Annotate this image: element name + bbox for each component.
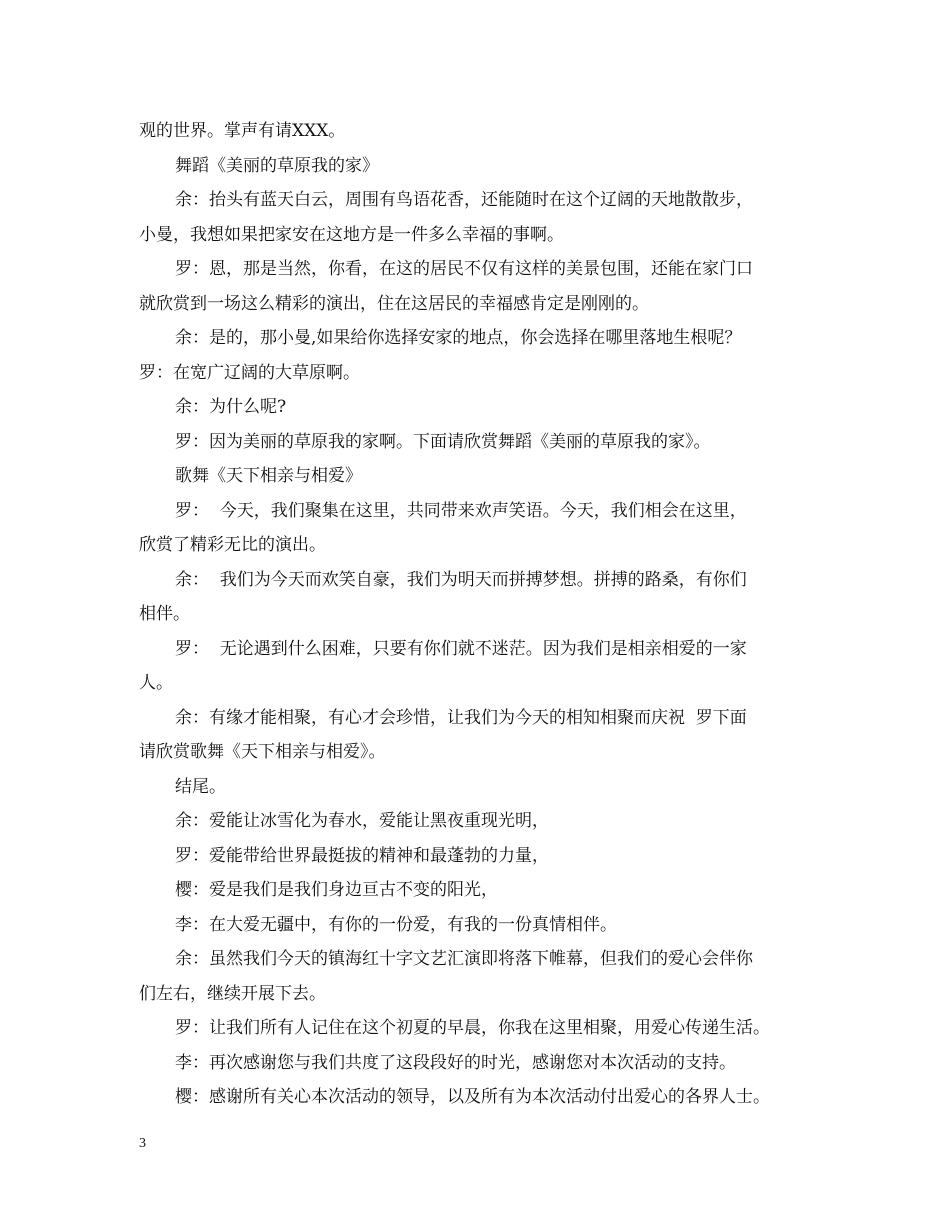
paragraph: 余：是的，那小曼,如果给你选择安家的地点，你会选择在哪里落地生根呢？ bbox=[175, 328, 742, 348]
paragraph: 余：虽然我们今天的镇海红十字文艺汇演即将落下帷幕，但我们的爱心会伴你 们左右，继续开展下去。 bbox=[139, 949, 753, 1004]
paragraph: 罗：因为美丽的草原我的家啊。下面请欣赏舞蹈《美丽的草原我的家》。 bbox=[175, 431, 711, 452]
paragraph: 李：在大爱无疆中，有你的一份爱，有我的一份真情相伴。 bbox=[175, 914, 617, 935]
paragraph: 罗：爱能带给世界最挺拔的精神和最蓬勃的力量， bbox=[175, 845, 549, 866]
paragraph: 舞蹈《美丽的草原我的家》 bbox=[175, 155, 379, 176]
paragraph: 余：爱能让冰雪化为春水，爱能让黑夜重现光明， bbox=[175, 811, 549, 831]
paragraph: 余：有缘才能相聚，有心才会珍惜，让我们为今天的相知相聚而庆祝 罗下面 请欣赏歌舞《天下相亲与相爱》。 bbox=[139, 707, 747, 762]
paragraph: 罗：恩，那是当然，你看，在这的居民不仅有这样的美景包围，还能在家门口 就欣赏到一场这么精彩的演出，住在这居民的幸福感肯定是刚刚的。 bbox=[139, 259, 753, 314]
paragraph: 结尾。 bbox=[175, 776, 226, 797]
paragraph: 余： 我们为今天而欢笑自豪，我们为明天而拼搏梦想。拼搏的路桑，有你们 相伴。 bbox=[139, 569, 747, 624]
paragraph: 罗：让我们所有人记住在这个初夏的早晨，你我在这里相聚，用爱心传递生活。 bbox=[175, 1018, 770, 1038]
page-number: 3 bbox=[139, 1136, 146, 1151]
paragraph: 余：抬头有蓝天白云，周围有鸟语花香，还能随时在这个辽阔的天地散散步， 小曼，我想如果把家安在这地方是一件多么幸福的事啊。 bbox=[139, 190, 753, 245]
document-body bbox=[139, 114, 829, 1115]
paragraph: 罗：在宽广辽阔的大草原啊。 bbox=[139, 362, 360, 383]
paragraph: 李：再次感谢您与我们共度了这段段好的时光，感谢您对本次活动的支持。 bbox=[175, 1052, 736, 1073]
paragraph: 余：为什么呢? bbox=[175, 397, 287, 417]
paragraph: 歌舞《天下相亲与相爱》 bbox=[175, 466, 362, 486]
paragraph: 罗： 无论遇到什么困难，只要有你们就不迷茫。因为我们是相亲相爱的一家 人。 bbox=[139, 638, 747, 693]
paragraph: 观的世界。掌声有请XXX。 bbox=[139, 121, 346, 141]
paragraph: 罗： 今天，我们聚集在这里，共同带来欢声笑语。今天，我们相会在这里， 欣赏了精彩无比的演出。 bbox=[139, 500, 747, 555]
paragraph: 樱：爱是我们是我们身边亘古不变的阳光， bbox=[175, 880, 498, 900]
paragraph: 樱：感谢所有关心本次活动的领导，以及所有为本次活动付出爱心的各界人士。 bbox=[175, 1087, 770, 1107]
